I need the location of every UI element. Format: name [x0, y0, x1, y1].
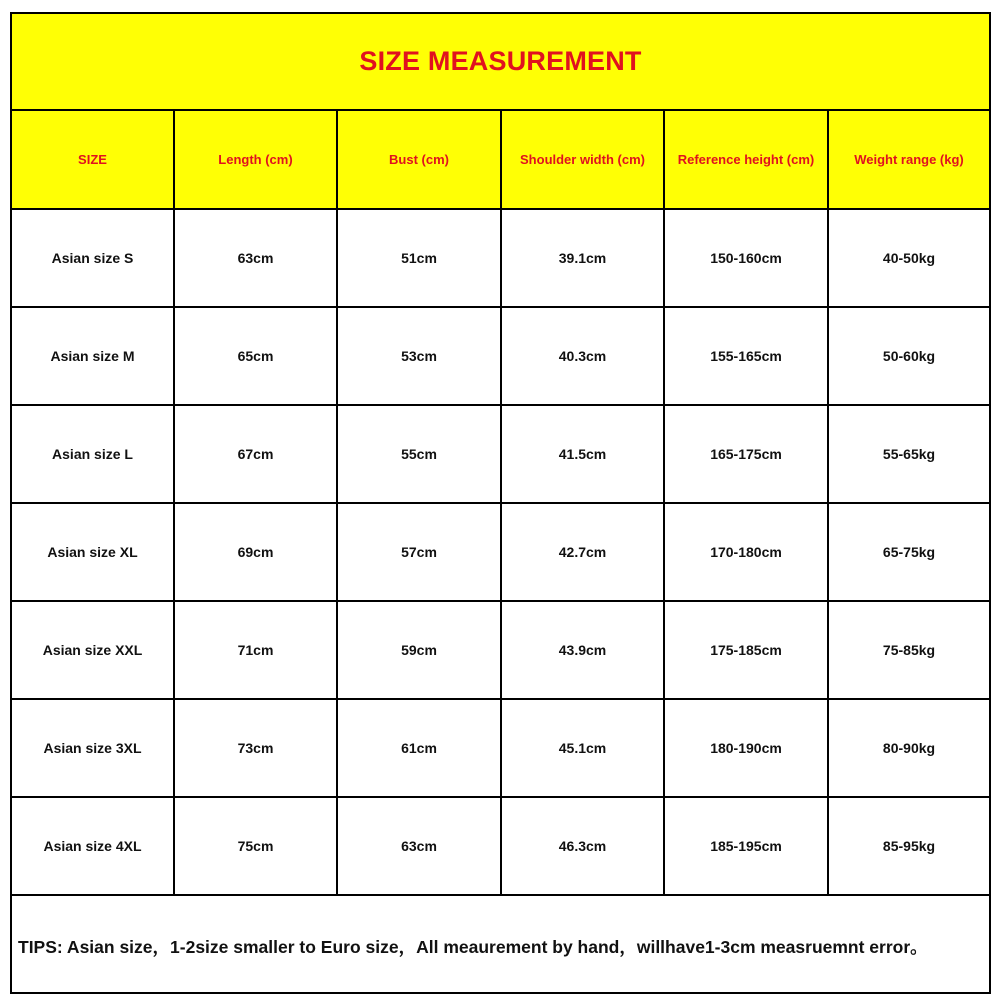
table-row	[12, 601, 989, 699]
size-table	[12, 111, 989, 896]
column-header-shoulder-width: Shoulder width (cm)	[501, 111, 664, 209]
bust-cell: 61cm	[337, 699, 501, 797]
table-row	[12, 405, 989, 503]
table-row	[12, 307, 989, 405]
table-row	[12, 209, 989, 307]
height-cell: 175-185cm	[664, 601, 828, 699]
length-cell: 75cm	[174, 797, 337, 895]
height-cell: 180-190cm	[664, 699, 828, 797]
column-header-bust: Bust (cm)	[337, 111, 501, 209]
shoulder-cell: 46.3cm	[501, 797, 664, 895]
height-cell: 185-195cm	[664, 797, 828, 895]
weight-cell: 65-75kg	[828, 503, 989, 601]
length-cell: 73cm	[174, 699, 337, 797]
title-bar	[12, 14, 989, 111]
size-cell: Asian size S	[12, 209, 174, 307]
weight-cell: 55-65kg	[828, 405, 989, 503]
weight-cell: 85-95kg	[828, 797, 989, 895]
shoulder-cell: 45.1cm	[501, 699, 664, 797]
column-header-size: SIZE	[12, 111, 174, 209]
weight-cell: 40-50kg	[828, 209, 989, 307]
length-cell: 67cm	[174, 405, 337, 503]
height-cell: 150-160cm	[664, 209, 828, 307]
length-cell: 63cm	[174, 209, 337, 307]
bust-cell: 53cm	[337, 307, 501, 405]
bust-cell: 63cm	[337, 797, 501, 895]
column-header-length: Length (cm)	[174, 111, 337, 209]
height-cell: 165-175cm	[664, 405, 828, 503]
header-row	[12, 111, 989, 209]
chart-title: SIZE MEASUREMENT	[359, 46, 642, 76]
size-cell: Asian size M	[12, 307, 174, 405]
column-header-weight-range: Weight range (kg)	[828, 111, 989, 209]
length-cell: 71cm	[174, 601, 337, 699]
height-cell: 170-180cm	[664, 503, 828, 601]
size-cell: Asian size 4XL	[12, 797, 174, 895]
size-cell: Asian size XXL	[12, 601, 174, 699]
bust-cell: 51cm	[337, 209, 501, 307]
shoulder-cell: 42.7cm	[501, 503, 664, 601]
shoulder-cell: 40.3cm	[501, 307, 664, 405]
weight-cell: 75-85kg	[828, 601, 989, 699]
shoulder-cell: 39.1cm	[501, 209, 664, 307]
column-header-reference-height: Reference height (cm)	[664, 111, 828, 209]
shoulder-cell: 41.5cm	[501, 405, 664, 503]
weight-cell: 80-90kg	[828, 699, 989, 797]
table-row	[12, 797, 989, 895]
length-cell: 65cm	[174, 307, 337, 405]
shoulder-cell: 43.9cm	[501, 601, 664, 699]
tips-note: TIPS: Asian size，1-2size smaller to Euro size，All meaurement by hand，willhave1-3cm measruemnt error。	[18, 937, 928, 957]
height-cell: 155-165cm	[664, 307, 828, 405]
bust-cell: 55cm	[337, 405, 501, 503]
size-cell: Asian size XL	[12, 503, 174, 601]
size-chart	[10, 12, 991, 994]
weight-cell: 50-60kg	[828, 307, 989, 405]
bust-cell: 59cm	[337, 601, 501, 699]
table-row	[12, 503, 989, 601]
bust-cell: 57cm	[337, 503, 501, 601]
length-cell: 69cm	[174, 503, 337, 601]
table-row	[12, 699, 989, 797]
size-cell: Asian size L	[12, 405, 174, 503]
size-cell: Asian size 3XL	[12, 699, 174, 797]
